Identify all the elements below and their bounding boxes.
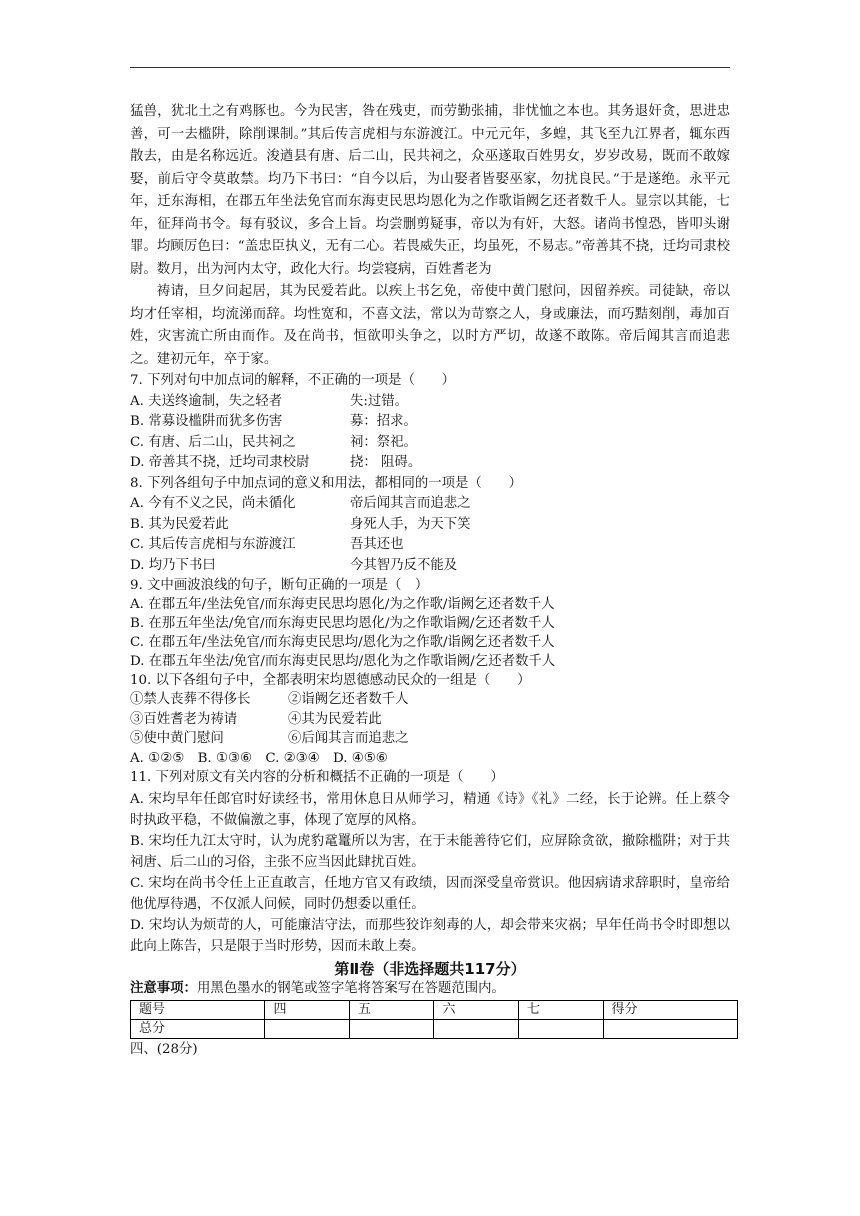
option-d [130, 453, 730, 474]
question-7 [130, 371, 730, 474]
option-gloss: 祠：祭祀。 [350, 434, 417, 450]
option-text: B. 常募设槛阱而犹多伤害 [130, 414, 283, 429]
option-a: A. 宋均早年任郎官时好读经书，常用休息日从师学习，精通《诗》《礼》二经，长于论辨。任上蔡令时执政平稳，不做偏激之事，体现了宽厚的风格。 [130, 791, 730, 828]
table-header-cell: 六 [434, 1000, 519, 1019]
option-a: A. 在郡五年/坐法免官/而东海吏民思均恩化/为之作歌/诣阙乞还者数千人 [130, 597, 555, 612]
option-text: D. 帝善其不挠，迁均司隶校尉 [130, 455, 310, 470]
option-left: A. 今有不义之民，尚未循化 [130, 496, 296, 511]
option-c [130, 535, 730, 556]
table-row [131, 1019, 738, 1038]
score-cell [434, 1019, 519, 1038]
section-2-title: 第Ⅱ卷（非选择题共117分） [334, 959, 526, 978]
item: ③百姓耆老为祷请 [130, 711, 238, 727]
option-text: A. 夫送终逾制，失之轻者 [130, 393, 283, 409]
option-right: 今其智乃反不能及 [350, 557, 458, 573]
option-left: C. 其后传言虎相与东游渡江 [130, 537, 296, 552]
notice [130, 979, 730, 998]
table-row-label: 总分 [131, 1019, 265, 1038]
option-c [130, 433, 730, 454]
question-10 [130, 671, 730, 768]
item-row [130, 690, 730, 710]
option-right: 身死人手，为天下笑 [350, 516, 471, 532]
item: ④其为民爱若此 [288, 711, 382, 727]
item: ②诣阙乞还者数千人 [288, 692, 409, 707]
table-header-cell: 题号 [131, 1000, 265, 1019]
answer-choices: A. ①②⑤ B. ①③⑥ C. ②③④ D. ④⑤⑥ [130, 750, 388, 766]
score-cell [349, 1019, 434, 1038]
passage-paragraph-1: 猛兽，犹北土之有鸡豚也。今为民害，咎在残吏，而劳勤张捕，非忧恤之本也。其务退奸贪，思进忠善，可一去槛阱，除削课制。”其后传言虎相与东游渡江。中元元年，多蝗，其飞至九江界者，辄东西散去，由是名称远近。浚遒县有唐、后二山，民共祠之，众巫遂取百姓男女，岁岁改易，既而不敢嫁娶，前后守令莫敢禁。均乃下书曰：“自今以后，为山娶者皆娶巫家，勿扰良民。”于是遂绝。永平元年，迁东海相，在郡五年坐法免官而东海吏民思均恩化为之作歌诣阙乞还者数千人。显宗以其能，七年，征拜尚书令。每有驳议，多合上旨。均尝删剪疑事，帝以为有奸，大怒。诸尚书惶恐，皆叩头谢罪。均顾厉色曰：“盖忠臣执义，无有二心。若畏威失正，均虽死，不易志。”帝善其不挠，迁均司隶校尉。数月，出为河内太守，政化大行。均尝寝病，百姓耆老为 [130, 104, 730, 277]
exam-page [130, 101, 730, 1061]
item: ①禁人丧葬不得侈长 [130, 692, 251, 707]
table-header-cell: 四 [265, 1000, 350, 1019]
item: ⑤使中黄门慰问 [130, 731, 224, 746]
score-cell [518, 1019, 603, 1038]
header-rule [130, 67, 730, 68]
question-stem: 8. 下列各组句子中加点词的意义和用法，都相同的一项是（ ） [130, 475, 522, 491]
question-9 [130, 576, 730, 671]
option-gloss: 募：招求。 [350, 414, 417, 429]
option-b: B. 在那五年坐法/免官/而东海吏民思均恩化/为之作歌诣阙/乞还者数千人 [130, 616, 555, 631]
option-right: 吾其还也 [350, 537, 404, 552]
option-d [130, 556, 730, 577]
question-stem: 10. 以下各组句子中，全都表明宋均恩德感动民众的一组是（ ） [130, 673, 531, 688]
option-text: C. 有唐、后二山，民共祠之 [130, 434, 296, 450]
option-right: 帝后闻其言而追悲之 [350, 496, 471, 511]
option-a [130, 494, 730, 515]
notice-text: 用黑色墨水的钢笔或签字笔将答案写在答题范围内。 [196, 980, 505, 996]
table-header-cell: 七 [518, 1000, 603, 1019]
table-header-row [131, 1000, 738, 1019]
question-8 [130, 474, 730, 577]
notice-label: 注意事项： [130, 980, 197, 996]
question-stem: 11. 下列对原文有关内容的分析和概括不正确的一项是（ ） [130, 770, 504, 785]
item-row [130, 710, 730, 730]
part-4-heading: 四、(28分) [130, 1041, 198, 1057]
score-cell [265, 1019, 350, 1038]
table-header-cell: 五 [349, 1000, 434, 1019]
question-stem: 7. 下列对句中加点词的解释，不正确的一项是（ ） [130, 373, 456, 388]
table-header-cell: 得分 [603, 1000, 738, 1019]
option-gloss: 失:过错。 [350, 393, 409, 409]
passage-paragraph-2: 祷请，旦夕问起居，其为民爱若此。以疾上书乞免，帝使中黄门慰问，因留养疾。司徒缺，帝以均才任宰相，均流涕而辞。均性宽和，不喜文法，常以为苛察之人，身或廉法，而巧黠刻削，毒加百姓，灾害流亡所由而作。及在尚书，恒欲叩头争之，以时方严切，故遂不敢陈。帝后闻其言而追悲之。建初元年，卒于家。 [130, 284, 730, 367]
option-left: D. 均乃下书曰 [130, 557, 216, 573]
option-b: B. 宋均任九江太守时，认为虎豹鼋鼍所以为害，在于未能善待它们，应屏除贪欲，撤除槛阱；对于共祠唐、后二山的习俗，主张不应当因此肆扰百姓。 [130, 833, 730, 870]
option-c: C. 在郡五年/坐法免官/而东海吏民思均/恩化为之作歌/诣阙乞还者数千人 [130, 635, 555, 650]
option-c: C. 宋均在尚书令任上正直敢言，任地方官又有政绩，因而深受皇帝赏识。他因病请求辞职时，皇帝给他优厚待遇，不仅派人问候，同时仍想委以重任。 [130, 875, 730, 912]
option-gloss: 挠： 阻碍。 [350, 455, 422, 470]
question-stem: 9. 文中画波浪线的句子，断句正确的一项是（ ） [130, 578, 429, 593]
option-b [130, 412, 730, 433]
option-d: D. 在郡五年坐法/免官/而东海吏民思均/恩化为之作歌诣阙/乞还者数千人 [130, 654, 556, 669]
option-a [130, 392, 730, 413]
score-cell [603, 1019, 738, 1038]
item-row [130, 729, 730, 749]
question-11 [130, 768, 730, 957]
option-d: D. 宋均认为烦苛的人，可能廉洁守法，而那些狡诈刻毒的人，却会带来灾祸；早年任尚书令时即想以此向上陈告，只是限于当时形势，因而未敢上奏。 [130, 917, 730, 954]
item: ⑥后闻其言而追悲之 [288, 731, 409, 746]
option-left: B. 其为民爱若此 [130, 516, 229, 532]
score-table [130, 1000, 738, 1039]
option-b [130, 515, 730, 536]
